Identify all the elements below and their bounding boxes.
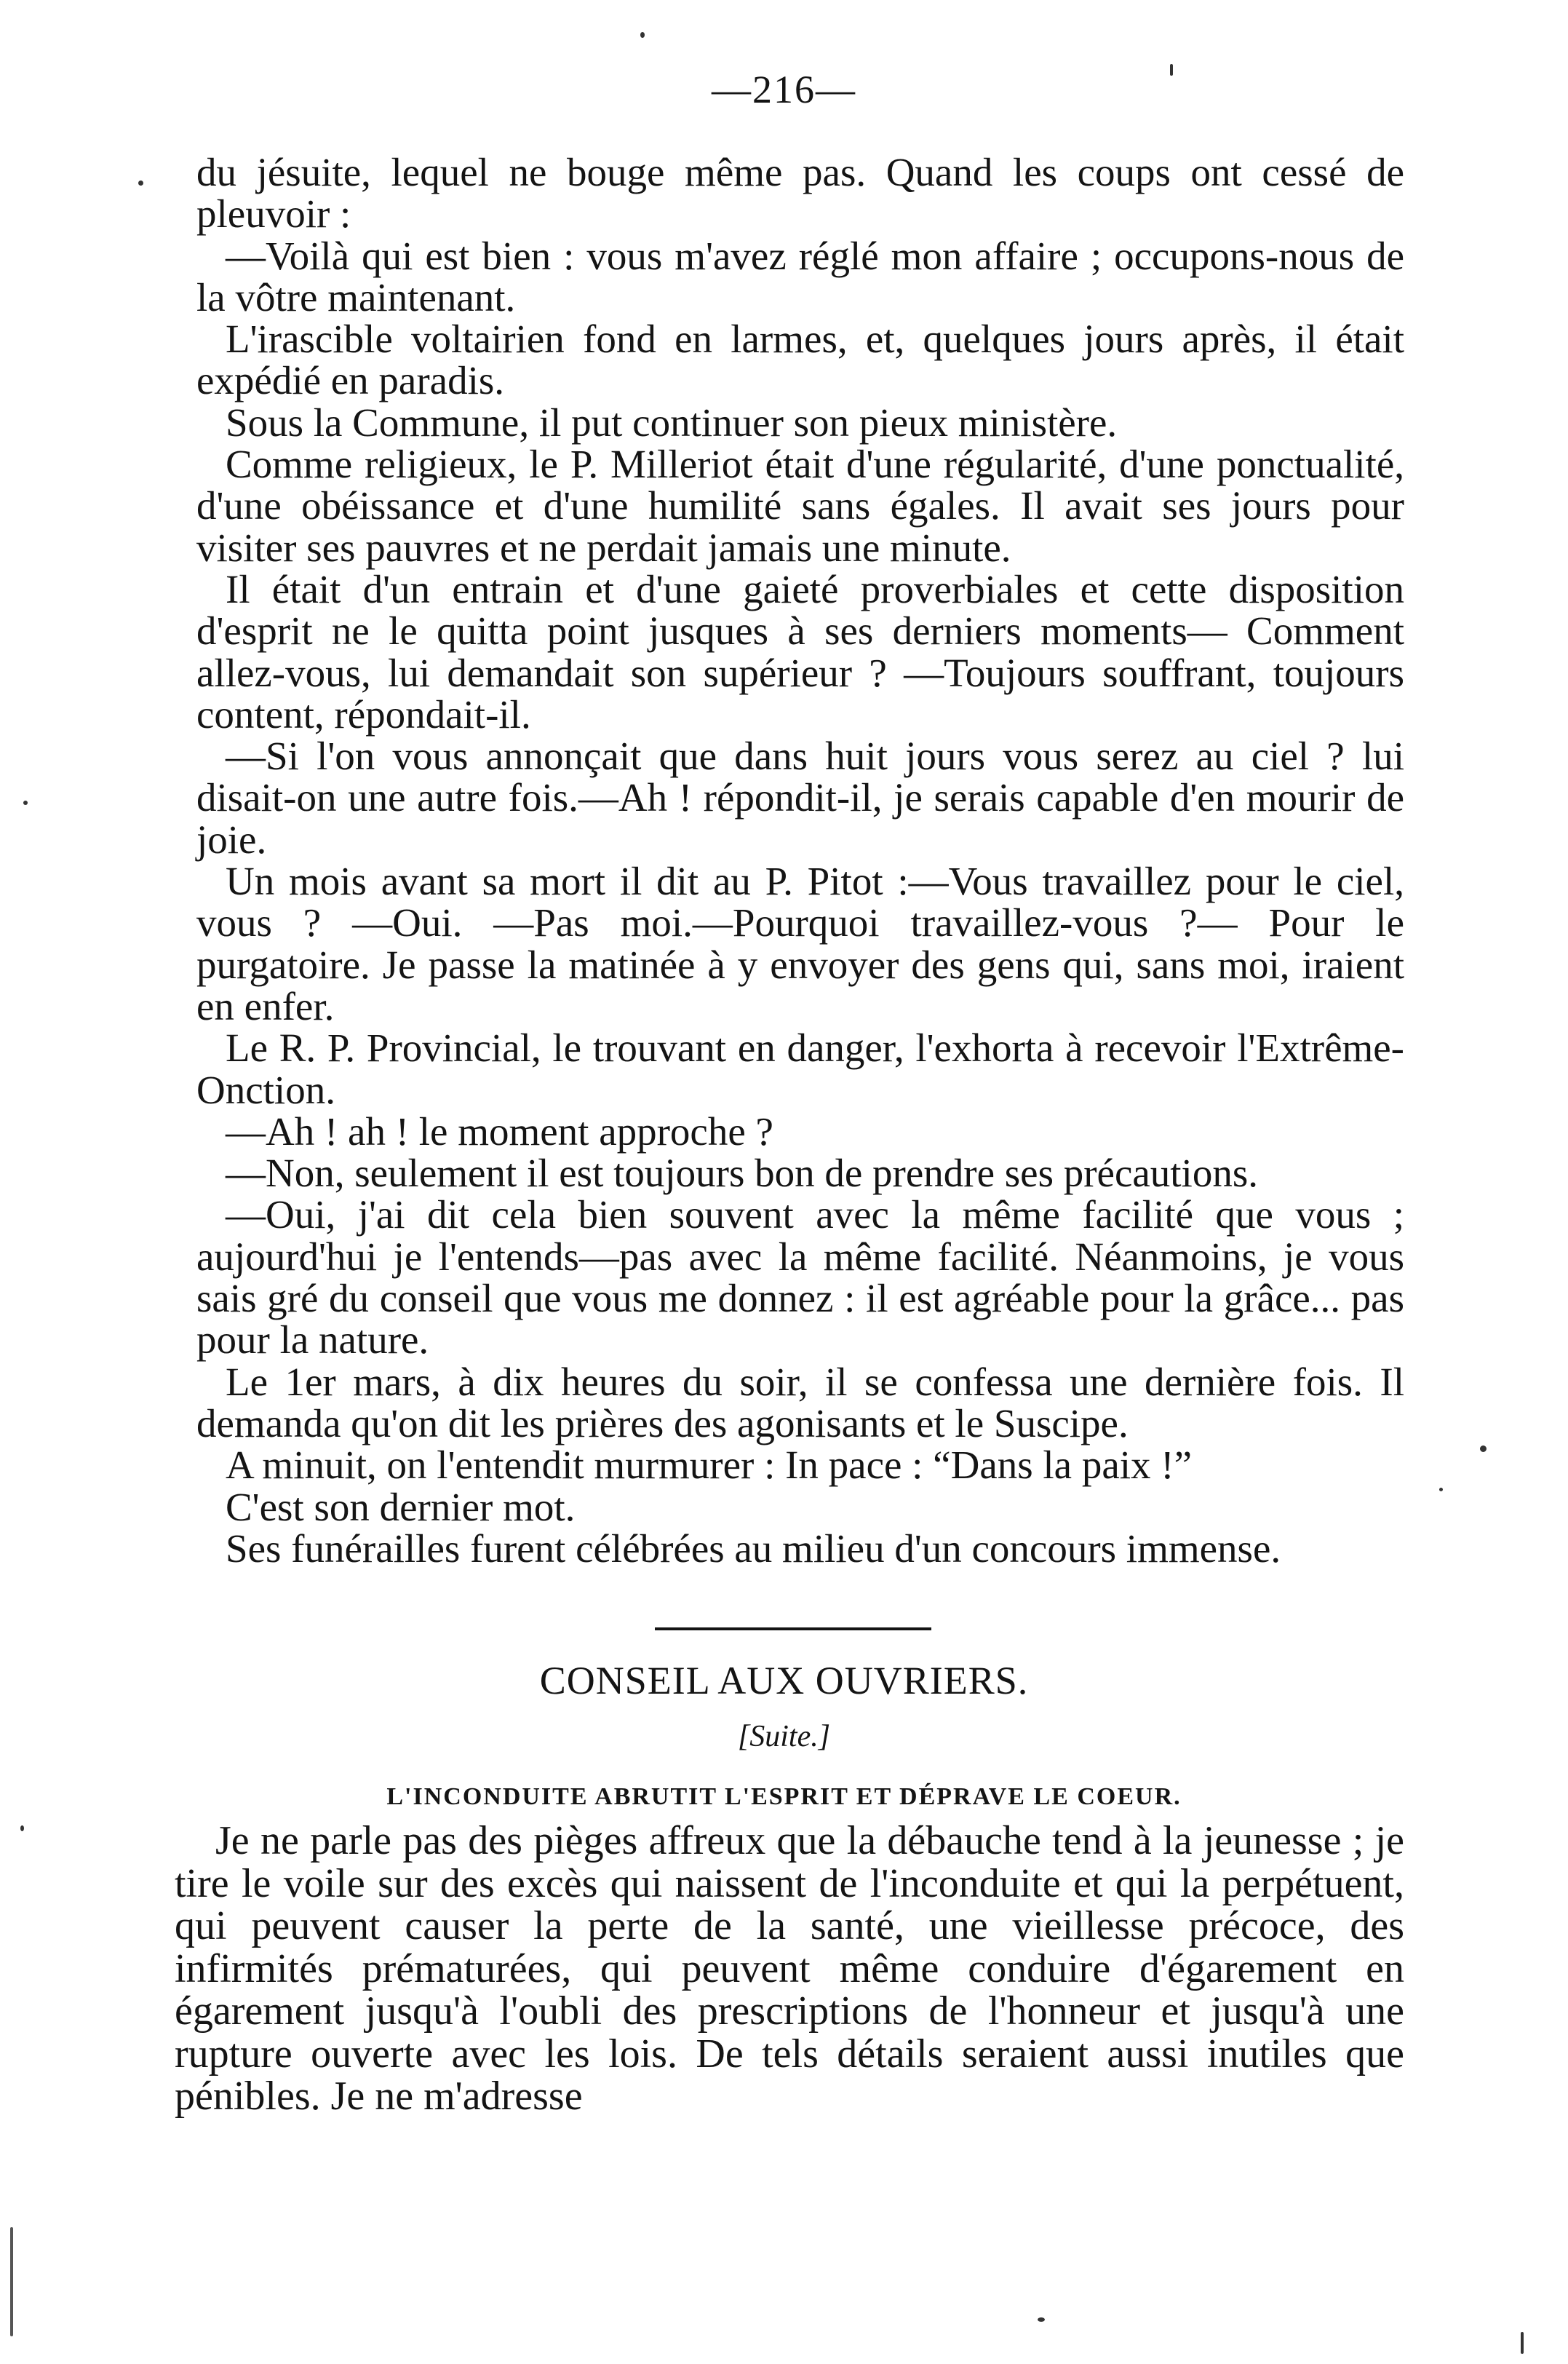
paragraph: Le 1er mars, à dix heures du soir, il se confessa une dernière fois. Il demanda qu'on dit les prières des agonisants et le Suscipe. [196, 1359, 1404, 1445]
section-subtitle: [Suite.] [737, 1720, 831, 1753]
paragraph: —Oui, j'ai dit cela bien souvent avec la même facilité que vous ; aujourd'hui je l'entends—pas avec la même facilité. Néanmoins, je vous sais gré du conseil que vous me donnez : il est agréable pour la grâce... pas pour la nature. [196, 1192, 1404, 1363]
article-body [196, 151, 1404, 1569]
section-divider [655, 1627, 931, 1630]
print-speck [138, 181, 143, 186]
paragraph: —Si l'on vous annonçait que dans huit jours vous serez au ciel ? lui disait-on une autre fois.—Ah ! répondit-il, je serais capable d'en mourir de joie. [196, 734, 1404, 862]
section-heading: L'INCONDUITE ABRUTIT L'ESPRIT ET DÉPRAVE LE COEUR. [386, 1783, 1182, 1810]
section-body [175, 1820, 1404, 2118]
print-speck [1480, 1445, 1487, 1452]
paragraph: Comme religieux, le P. Milleriot était d'une régularité, d'une ponctualité, d'une obéissance et d'une humilité sans égales. Il avait ses jours pour visiter ses pauvres et ne perdait jamais une minute. [196, 442, 1404, 570]
paragraph: L'irascible voltairien fond en larmes, et, quelques jours après, il était expédié en paradis. [196, 317, 1404, 403]
paragraph: C'est son dernier mot. [226, 1484, 576, 1529]
paragraph: Ses funérailles furent célébrées au milieu d'un concours immense. [226, 1526, 1281, 1571]
print-speck [1038, 2317, 1045, 2322]
paragraph: —Ah ! ah ! le moment approche ? [226, 1108, 773, 1154]
print-speck [1170, 64, 1173, 76]
section-title: CONSEIL AUX OUVRIERS. [539, 1659, 1029, 1702]
paragraph: —Voilà qui est bien : vous m'avez réglé mon affaire ; occupons-nous de la vôtre maintenant. [196, 233, 1404, 320]
print-speck [640, 32, 645, 38]
paragraph: Il était d'un entrain et d'une gaieté proverbiales et cette disposition d'esprit ne le quitta point jusques à ses derniers moments— Comment allez-vous, lui demandait son supérieur ? —Toujours souffrant, toujours content, répondait-il. [196, 566, 1404, 737]
paragraph: Un mois avant sa mort il dit au P. Pitot :—Vous travaillez pour le ciel, vous ? —Oui. —Pas moi.—Pourquoi travaillez-vous ?— Pour le purgatoire. Je passe la matinée à y envoyer des gens qui, sans moi, iraient en enfer. [196, 859, 1404, 1028]
print-speck [1521, 2332, 1524, 2354]
print-speck [1439, 1488, 1443, 1491]
paragraph: du jésuite, lequel ne bouge même pas. Quand les coups ont cessé de pleuvoir : [196, 150, 1404, 237]
print-speck [10, 2227, 13, 2336]
print-speck [23, 801, 28, 805]
paragraph: A minuit, on l'entendit murmurer : In pace : “Dans la paix !” [226, 1443, 1193, 1488]
paragraph: Le R. P. Provincial, le trouvant en danger, l'exhorta à recevoir l'Extrême-Onction. [196, 1026, 1404, 1112]
paragraph: Je ne parle pas des pièges affreux que la débauche tend à la jeunesse ; je tire le voile sur des excès qui naissent de l'inconduite et qui la perpétuent, qui peuvent causer la perte de la santé, une vieillesse précoce, des infirmités prématurées, qui peuvent même conduire d'égarement en égarement jusqu'à l'oubli des prescriptions de l'honneur et jusqu'à une rupture ouverte avec les lois. De tels détails seraient aussi inutiles que pénibles. Je ne m'adresse [175, 1818, 1404, 2119]
paragraph: Sous la Commune, il put continuer son pieux ministère. [226, 400, 1118, 445]
paragraph: —Non, seulement il est toujours bon de prendre ses précautions. [226, 1151, 1258, 1196]
print-speck [20, 1825, 24, 1831]
page-number: —216— [712, 68, 856, 111]
